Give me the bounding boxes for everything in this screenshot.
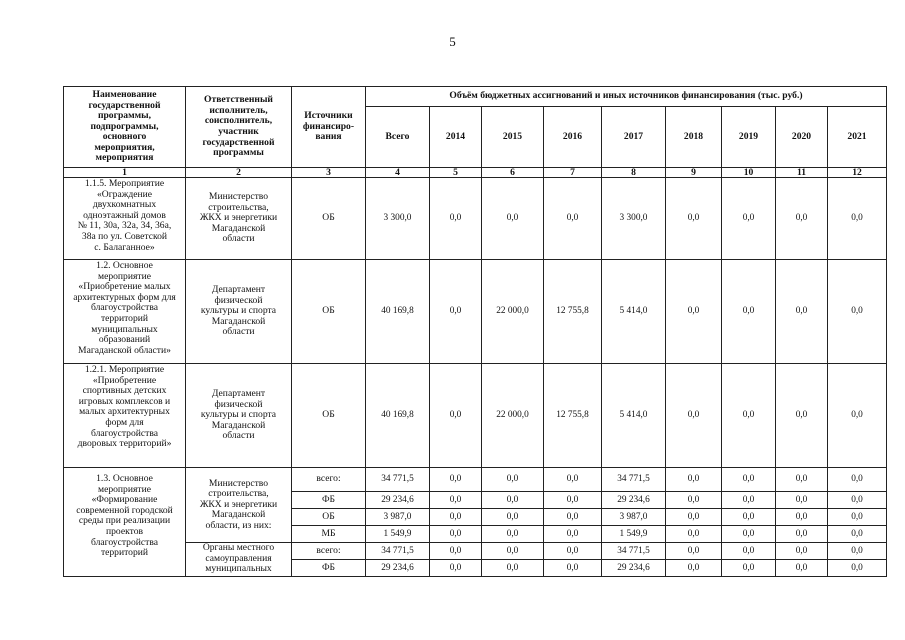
text-line: физической bbox=[214, 398, 263, 410]
text-line: Органы местного bbox=[202, 542, 275, 553]
text-line: программы, bbox=[97, 110, 152, 122]
text-line: Магаданской области» bbox=[78, 344, 171, 356]
text-line: 1.2.1. Мероприятие bbox=[84, 364, 165, 375]
text-line: территорий bbox=[100, 547, 149, 559]
group-value: 29 234,6 bbox=[366, 492, 430, 509]
group-value: 0,0 bbox=[430, 509, 482, 526]
header-num-2: 3 bbox=[292, 168, 366, 178]
text-line: области bbox=[222, 326, 255, 338]
group-value: 0,0 bbox=[666, 526, 722, 543]
group-value: 0,0 bbox=[544, 560, 602, 577]
header-col-3: 2016 bbox=[544, 107, 602, 168]
group-value: 0,0 bbox=[482, 509, 544, 526]
row-value: 0,0 bbox=[776, 260, 828, 364]
row-value: 0,0 bbox=[666, 178, 722, 260]
text-line: мероприятия, bbox=[94, 141, 155, 153]
header-num-9: 10 bbox=[722, 168, 776, 178]
row-value: 40 169,8 bbox=[366, 364, 430, 468]
text-line: Министерство bbox=[208, 191, 269, 203]
text-line: исполнитель, bbox=[209, 104, 268, 116]
text-line: проектов bbox=[105, 525, 144, 537]
group-value: 0,0 bbox=[666, 492, 722, 509]
text-line: «Приобретение малых bbox=[78, 281, 171, 293]
group-value: 0,0 bbox=[666, 560, 722, 577]
header-num-1: 2 bbox=[186, 168, 292, 178]
text-line: области bbox=[222, 430, 255, 442]
row-source: ОБ bbox=[292, 260, 366, 364]
text-line: форм для bbox=[105, 416, 144, 428]
row-value: 0,0 bbox=[544, 178, 602, 260]
group-value: 0,0 bbox=[722, 492, 776, 509]
group-value: 0,0 bbox=[544, 543, 602, 560]
text-line: Департамент bbox=[211, 388, 266, 400]
group-value: 3 987,0 bbox=[366, 509, 430, 526]
group-value: 34 771,5 bbox=[366, 468, 430, 492]
text-line: области, из них: bbox=[205, 519, 272, 531]
row-value: 22 000,0 bbox=[482, 364, 544, 468]
text-line: области bbox=[222, 233, 255, 245]
row-value: 0,0 bbox=[828, 178, 887, 260]
text-line: Ответственный bbox=[204, 94, 273, 106]
group-value: 1 549,9 bbox=[366, 526, 430, 543]
row-value: 40 169,8 bbox=[366, 260, 430, 364]
header-num-3: 4 bbox=[366, 168, 430, 178]
header-col-0: Всего bbox=[366, 107, 430, 168]
group-value: 29 234,6 bbox=[602, 492, 666, 509]
text-line: мероприятия bbox=[95, 152, 154, 164]
group-value: 0,0 bbox=[776, 509, 828, 526]
group-source: ОБ bbox=[292, 509, 366, 526]
text-line: государственной bbox=[88, 99, 161, 111]
group-value: 0,0 bbox=[776, 560, 828, 577]
text-line: Департамент bbox=[211, 284, 266, 296]
table-row bbox=[64, 468, 887, 492]
group-value: 1 549,9 bbox=[602, 526, 666, 543]
row-value: 12 755,8 bbox=[544, 260, 602, 364]
group-value: 0,0 bbox=[828, 468, 887, 492]
header-col-4: 2017 bbox=[602, 107, 666, 168]
group-value: 0,0 bbox=[666, 509, 722, 526]
group-value: 0,0 bbox=[666, 468, 722, 492]
table-row bbox=[64, 543, 887, 560]
row-value: 22 000,0 bbox=[482, 260, 544, 364]
group-value: 0,0 bbox=[828, 509, 887, 526]
group-value: 0,0 bbox=[430, 492, 482, 509]
text-line: спортивных детских bbox=[82, 385, 167, 397]
text-line: культуры и спорта bbox=[200, 409, 277, 421]
group-source: МБ bbox=[292, 526, 366, 543]
header-num-7: 8 bbox=[602, 168, 666, 178]
group-value: 29 234,6 bbox=[602, 560, 666, 577]
group-value: 0,0 bbox=[482, 543, 544, 560]
text-line: одноэтажный домов bbox=[83, 209, 166, 221]
row-value: 0,0 bbox=[722, 178, 776, 260]
header-num-10: 11 bbox=[776, 168, 828, 178]
group-value: 0,0 bbox=[482, 492, 544, 509]
text-line: Магаданской bbox=[211, 315, 266, 327]
text-line: «Ограждение bbox=[96, 188, 152, 200]
row-value: 0,0 bbox=[776, 364, 828, 468]
text-line: 1.1.5. Мероприятие bbox=[84, 178, 165, 189]
text-line: «Приобретение bbox=[92, 374, 157, 386]
row-value: 0,0 bbox=[430, 260, 482, 364]
row-value: 0,0 bbox=[482, 178, 544, 260]
row-value: 12 755,8 bbox=[544, 364, 602, 468]
text-line: игровых комплексов и bbox=[78, 395, 171, 407]
text-line: основного bbox=[102, 131, 147, 143]
text-line: мероприятие bbox=[98, 270, 151, 282]
row-value: 0,0 bbox=[722, 260, 776, 364]
group-value: 0,0 bbox=[722, 543, 776, 560]
header-col-7: 2020 bbox=[776, 107, 828, 168]
group-value: 0,0 bbox=[544, 526, 602, 543]
group-value: 0,0 bbox=[828, 543, 887, 560]
text-line: двухкомнатных bbox=[92, 199, 157, 211]
header-col-8: 2021 bbox=[828, 107, 887, 168]
group-value: 0,0 bbox=[776, 468, 828, 492]
group-value: 0,0 bbox=[828, 526, 887, 543]
text-line: Министерство bbox=[208, 477, 269, 489]
group-value: 0,0 bbox=[828, 492, 887, 509]
page-number: 5 bbox=[449, 34, 456, 49]
group-name bbox=[64, 468, 186, 577]
text-line: строительства, bbox=[208, 201, 269, 213]
text-line: среды при реализации bbox=[78, 515, 171, 527]
group-responsible-local bbox=[186, 543, 292, 577]
row-source: ОБ bbox=[292, 178, 366, 260]
row-value: 0,0 bbox=[430, 178, 482, 260]
header-num-6: 7 bbox=[544, 168, 602, 178]
text-line: Наименование bbox=[92, 88, 157, 100]
row-name bbox=[64, 178, 186, 260]
group-value: 0,0 bbox=[722, 468, 776, 492]
text-line: архитектурных форм для bbox=[73, 291, 176, 303]
group-value: 29 234,6 bbox=[366, 560, 430, 577]
header-name bbox=[64, 87, 186, 168]
text-line: мероприятие bbox=[98, 483, 151, 495]
text-line: Источники bbox=[304, 110, 353, 122]
group-value: 34 771,5 bbox=[602, 468, 666, 492]
text-line: благоустройства bbox=[90, 302, 159, 314]
header-col-2: 2015 bbox=[482, 107, 544, 168]
table-row bbox=[64, 178, 887, 260]
group-value: 0,0 bbox=[430, 560, 482, 577]
group-value: 0,0 bbox=[828, 560, 887, 577]
group-source: всего: bbox=[292, 543, 366, 560]
group-value: 34 771,5 bbox=[602, 543, 666, 560]
row-value: 0,0 bbox=[828, 364, 887, 468]
row-name bbox=[64, 260, 186, 364]
text-line: программы bbox=[213, 147, 264, 159]
row-responsible bbox=[186, 178, 292, 260]
header-source bbox=[292, 87, 366, 168]
group-value: 0,0 bbox=[430, 526, 482, 543]
group-value: 0,0 bbox=[482, 560, 544, 577]
group-value: 0,0 bbox=[544, 468, 602, 492]
text-line: дворовых территорий» bbox=[77, 438, 172, 450]
text-line: самоуправления bbox=[205, 552, 272, 564]
group-value: 3 987,0 bbox=[602, 509, 666, 526]
row-value: 5 414,0 bbox=[602, 364, 666, 468]
group-value: 34 771,5 bbox=[366, 543, 430, 560]
text-line: благоустройства bbox=[90, 536, 159, 548]
group-value: 0,0 bbox=[722, 526, 776, 543]
text-line: № 11, 30а, 32а, 34, 36а, bbox=[77, 220, 172, 232]
header-num-0: 1 bbox=[64, 168, 186, 178]
group-value: 0,0 bbox=[482, 468, 544, 492]
group-responsible-ministry bbox=[186, 468, 292, 543]
text-line: 1.3. Основное bbox=[96, 473, 153, 484]
group-value: 0,0 bbox=[544, 492, 602, 509]
row-value: 3 300,0 bbox=[602, 178, 666, 260]
group-source: ФБ bbox=[292, 560, 366, 577]
financing-table bbox=[63, 86, 887, 577]
header-col-6: 2019 bbox=[722, 107, 776, 168]
text-line: с. Балаганное» bbox=[94, 241, 155, 253]
header-num-4: 5 bbox=[430, 168, 482, 178]
text-line: строительства, bbox=[208, 488, 269, 500]
group-value: 0,0 bbox=[776, 543, 828, 560]
row-value: 0,0 bbox=[722, 364, 776, 468]
text-line: ЖКХ и энергетики bbox=[199, 212, 278, 224]
text-line: физической bbox=[214, 294, 263, 306]
text-line: Магаданской bbox=[211, 419, 266, 431]
row-value: 0,0 bbox=[430, 364, 482, 468]
row-value: 5 414,0 bbox=[602, 260, 666, 364]
group-value: 0,0 bbox=[776, 526, 828, 543]
group-source: ФБ bbox=[292, 492, 366, 509]
text-line: территорий bbox=[100, 312, 149, 324]
header-num-5: 6 bbox=[482, 168, 544, 178]
text-line: «Формирование bbox=[91, 494, 158, 506]
text-line: 38а по ул. Советской bbox=[81, 230, 168, 242]
row-value: 3 300,0 bbox=[366, 178, 430, 260]
table-row bbox=[64, 260, 887, 364]
header-responsible bbox=[186, 87, 292, 168]
table-row bbox=[64, 364, 887, 468]
text-line: соисполнитель, bbox=[204, 115, 273, 127]
group-source: всего: bbox=[292, 468, 366, 492]
text-line: образований bbox=[98, 334, 151, 346]
row-name bbox=[64, 364, 186, 468]
header-num-8: 9 bbox=[666, 168, 722, 178]
group-value: 0,0 bbox=[722, 560, 776, 577]
row-source: ОБ bbox=[292, 364, 366, 468]
group-value: 0,0 bbox=[430, 468, 482, 492]
header-num-11: 12 bbox=[828, 168, 887, 178]
text-line: муниципальных bbox=[91, 323, 158, 335]
header-col-5: 2018 bbox=[666, 107, 722, 168]
text-line: культуры и спорта bbox=[200, 305, 277, 317]
row-responsible bbox=[186, 260, 292, 364]
text-line: государственной bbox=[202, 136, 275, 148]
row-value: 0,0 bbox=[828, 260, 887, 364]
text-line: современной городской bbox=[76, 504, 173, 516]
text-line: ЖКХ и энергетики bbox=[199, 498, 278, 510]
group-value: 0,0 bbox=[666, 543, 722, 560]
text-line: благоустройства bbox=[90, 427, 159, 439]
row-value: 0,0 bbox=[666, 364, 722, 468]
text-line: малых архитектурных bbox=[79, 406, 170, 418]
text-line: 1.2. Основное bbox=[96, 260, 153, 271]
group-value: 0,0 bbox=[430, 543, 482, 560]
row-value: 0,0 bbox=[666, 260, 722, 364]
group-value: 0,0 bbox=[722, 509, 776, 526]
text-line: муниципальных bbox=[205, 563, 272, 575]
row-responsible bbox=[186, 364, 292, 468]
row-value: 0,0 bbox=[776, 178, 828, 260]
text-line: вания bbox=[315, 131, 342, 143]
header-col-1: 2014 bbox=[430, 107, 482, 168]
group-value: 0,0 bbox=[482, 526, 544, 543]
header-funding-title: Объём бюджетных ассигнований и иных источников финансирования (тыс. руб.) bbox=[366, 87, 887, 107]
text-line: Магаданской bbox=[211, 222, 266, 234]
text-line: участник bbox=[218, 126, 259, 137]
text-line: подпрограммы, bbox=[90, 120, 159, 132]
text-line: Магаданской bbox=[211, 509, 266, 521]
group-value: 0,0 bbox=[544, 509, 602, 526]
group-value: 0,0 bbox=[776, 492, 828, 509]
text-line: финансиро- bbox=[302, 120, 355, 132]
